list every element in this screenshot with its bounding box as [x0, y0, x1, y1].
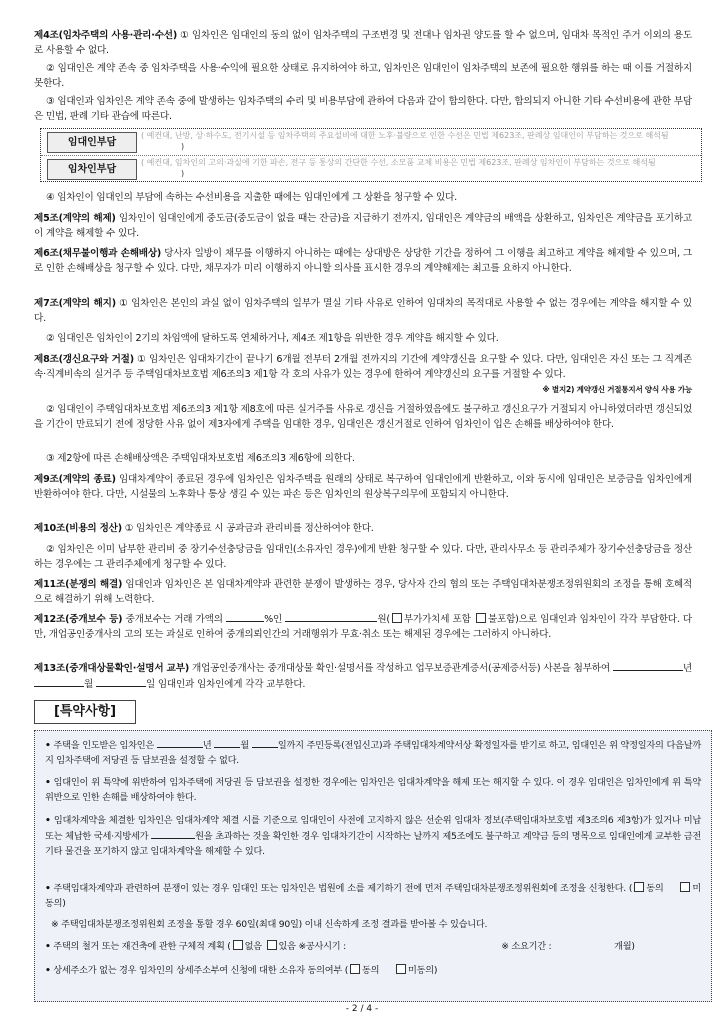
brokerage-rate-blank[interactable]: [226, 611, 264, 622]
tax-threshold-blank[interactable]: [151, 828, 195, 839]
article-7-clause-1: ① 임차인은 본인의 과실 없이 임차주택의 일부가 멸실 기타 사유로 인하여 임대차의 목적대로 사용할 수 없는 경우에는 계약을 해지할 수 있다.: [34, 298, 692, 324]
construction-period-label: ※공사시기 :: [298, 941, 346, 952]
article-13-month: 월: [84, 679, 94, 690]
article-8-clause-1: ① 임차인은 임대차기간이 끝나기 6개월 전부터 2개월 전까지의 기간에 계약갱신을 요구할 수 있다. 다만, 임대인은 자신 또는 그 직계존속·직계비속의 실거주 등 주택임대차보호법 제6조의3 제1항 각 호의 사유가 있는 경우에 한하여 계약갱신의 요구를 거절할 수 있다.: [34, 354, 692, 380]
brokerage-fee-text-2: %인: [264, 614, 283, 625]
article-5-text: 임차인이 임대인에게 중도금(중도금이 없을 때는 잔금)을 지급하기 전까지, 임대인은 계약금의 배액을 상환하고, 임차인은 계약금을 포기하고 이 계약을 해제할 수 있다.: [34, 213, 692, 239]
article-10-heading: 제10조(비용의 정산): [34, 523, 122, 534]
vat-included-checkbox[interactable]: [392, 613, 402, 623]
registration-day-blank[interactable]: [252, 737, 278, 748]
vat-excluded-label: 불포함)으로: [487, 614, 537, 625]
article-6-text: 당사자 일방이 채무를 이행하지 아니하는 때에는 상대방은 상당한 기간을 정하여 그 이행을 최고하고 계약을 해제할 수 있으며, 그로 인한 손해배상을 청구할 수 있다. 다만, 채무자가 미리 이행하지 아니할 의사를 표시한 경우의 계약해제는 최고를 요하지 아니한다.: [34, 248, 693, 274]
article-10-clause-2: ② 임차인은 이미 납부한 관리비 중 장기수선충당금을 임대인(소유자인 경우)에게 반환 청구할 수 있다. 다만, 관리사무소 등 관리주체가 장기수선충당금을 정산하는 경우에는 그 관리주체에게 청구할 수 있다.: [34, 544, 692, 570]
tenant-burden-close-paren: ): [181, 169, 185, 178]
article-13: [34, 660, 692, 692]
special-term-2-text: 임대인이 위 특약에 위반하여 임차주택에 저당권 등 담보권을 설정한 경우에는 임차인은 임대차계약을 해제 또는 해지할 수 있다. 이 경우 임대인은 임차인에게 위 특약 위반으로 인한 손해를 배상하여야 한다.: [45, 777, 701, 803]
article-6: [34, 246, 692, 276]
mediation-agree-checkbox[interactable]: [634, 882, 644, 892]
bullet-icon: •: [45, 965, 51, 976]
bullet-icon: •: [45, 740, 51, 751]
article-8-clause-2: ② 임대인이 주택임대차보호법 제6조의3 제1항 제8호에 따른 실거주를 사유로 갱신을 거절하였음에도 불구하고 갱신요구가 거절되지 아니하였더라면 갱신되었을 기간이 만료되기 전에 정당한 사유 없이 제3자에게 주택을 임대한 경우, 임대인은 갱신거절로 인하여 임차인이 입은 손해를 배상하여야 한다.: [34, 404, 693, 430]
landlord-burden-close-paren: ): [181, 142, 185, 151]
demolition-none-label: 없음: [244, 941, 262, 952]
special-term-1-year: 년: [202, 740, 212, 751]
special-term-6: [45, 963, 701, 978]
duration-label: ※ 소요기간 :: [501, 941, 552, 952]
renewal-refusal-form-note: ※ 별지2) 계약갱신 거절통지서 양식 사용 가능: [542, 385, 692, 394]
landlord-burden-field[interactable]: [141, 130, 697, 152]
delivery-day-blank[interactable]: [96, 676, 146, 687]
demolition-none-checkbox[interactable]: [233, 940, 243, 950]
article-12-heading: 제12조(중개보수 등): [34, 614, 123, 625]
registration-month-blank[interactable]: [214, 737, 240, 748]
article-8: [34, 352, 692, 397]
special-term-3-text-a: 임대차계약을 체결한 임차인은 임대차계약 체결 시를 기준으로 임대인이 사전에 고지하지 않은 선순위 임대차 정보(주택임대차보호법 제3조의6 제3항)가 있거나 미납 또는 체납한 국세·지방세가: [45, 815, 702, 842]
delivery-year-blank[interactable]: [613, 660, 683, 671]
article-4-clause-3: ③ 임대인과 임차인은 계약 존속 중에 발생하는 임차주택의 수리 및 비용부담에 관하여 다음과 같이 합의한다. 다만, 합의되지 아니한 기타 수선비용에 관한 부담은 민법, 판례 기타 관습에 따른다.: [34, 96, 692, 122]
article-4-heading: 제4조(임차주택의 사용·관리·수선): [34, 30, 178, 41]
demolition-yes-label: 있음: [278, 941, 296, 952]
brokerage-fee-text-3: 원(: [377, 614, 390, 625]
landlord-burden-example: ( 예컨대, 난방, 상·하수도, 전기시설 등 임차주택의 주요설비에 대한 노후·불량으로 인한 수선은 민법 제623조, 판례상 임대인이 부담하는 것으로 해석됨: [141, 131, 669, 140]
article-11: [34, 577, 692, 607]
article-11-text: 임대인과 임차인은 본 임대차계약과 관련한 분쟁이 발생하는 경우, 당사자 간의 협의 또는 주택임대차분쟁조정위원회의 조정을 통해 호혜적으로 해결하기 위해 노력한다.: [34, 579, 692, 605]
article-12: [34, 611, 692, 642]
mediation-agree-label: 동의: [646, 883, 664, 894]
special-term-3-text-b: 원을 초과하는 것을 확인한 경우 임대차기간이 시작하는 날까지 제5조에도 불구하고 계약금 등의 명목으로 임대인에게 교부한 금전 기타 물건을 포기하지 않고 임대차계약을 해제할 수 있다.: [45, 831, 701, 857]
special-terms-box: [34, 730, 712, 1002]
special-term-3: [45, 813, 701, 859]
registration-year-blank[interactable]: [157, 737, 203, 748]
special-term-4-text: 주택임대차계약과 관련하여 분쟁이 있는 경우 임대인 또는 임차인은 법원에 소를 제기하기 전에 먼저 주택임대차분쟁조정위원회에 조정을 신청한다. (: [53, 883, 633, 894]
article-4-clause-1: ① 임차인은 임대인의 동의 없이 임차주택의 구조변경 및 전대나 임차권 양도를 할 수 없으며, 임대차 목적인 주거 이외의 용도로 사용할 수 없다.: [34, 30, 692, 56]
article-9-text: 임대차계약이 종료된 경우에 임차인은 임차주택을 원래의 상태로 복구하여 임대인에게 반환하고, 이와 동시에 임대인은 보증금을 임차인에게 반환하여야 한다. 다만, 시설물의 노후화나 통상 생길 수 있는 파손 등은 임차인의 원상복구의무에 포함되지 아니한다.: [34, 474, 692, 500]
brokerage-amount-blank[interactable]: [285, 611, 377, 622]
vat-included-label: 부가가치세 포함: [403, 614, 471, 625]
tenant-burden-example: ( 예컨대, 임차인의 고의·과실에 기한 파손, 전구 등 통상의 간단한 수선, 소모품 교체 비용은 민법 제623조, 판례상 임차인이 부담하는 것으로 해석됨: [141, 158, 656, 167]
tenant-burden-field[interactable]: [141, 157, 697, 179]
article-13-text-4: 일 임대인과 임차인에게 각각 교부한다.: [145, 679, 306, 690]
address-consent-agree-label: 동의: [362, 965, 380, 976]
special-term-1-text-a: 주택을 인도받은 임차인은: [53, 740, 155, 751]
bullet-icon: •: [45, 815, 51, 826]
tenant-burden-row: [41, 155, 701, 182]
address-consent-disagree-label: 미동의): [407, 965, 438, 976]
mediation-disagree-label: 미동의): [45, 883, 702, 909]
article-5-heading: 제5조(계약의 해제): [34, 213, 116, 224]
article-4-clause-4: ④ 임차인이 임대인의 부담에 속하는 수선비용을 지출한 때에는 임대인에게 그 상환을 청구할 수 있다.: [46, 192, 457, 203]
article-11-heading: 제11조(분쟁의 해결): [34, 579, 123, 590]
article-4-para-1: [34, 28, 692, 58]
article-5: [34, 211, 692, 241]
bullet-icon: •: [45, 883, 51, 894]
landlord-burden-row: [41, 129, 701, 155]
bullet-icon: •: [45, 777, 51, 788]
special-term-1: [45, 737, 701, 768]
special-term-1-month: 월: [240, 740, 250, 751]
special-term-1-text-d: 일까지 주민등록(전입신고)과 주택임대차계약서상 확정일자를 받기로 하고, 임대인은 위 약정일자의 다음날까지 임차주택에 저당권 등 담보권을 설정할 수 없다.: [45, 740, 702, 766]
vat-excluded-checkbox[interactable]: [476, 613, 486, 623]
repair-burden-table: [40, 128, 702, 182]
bullet-icon: •: [45, 941, 51, 952]
brokerage-fee-text-6: 임대인과 임차인이 각각 부담한다. 다만, 개업공인중개사의 고의 또는 과실로 인하여 중개의뢰인간의 거래행위가 무효·취소 또는 해제된 경우에는 그러하지 아니하다.: [34, 614, 693, 640]
article-13-text-1: 개업공인중개사는 중개대상물 확인·설명서를 작성하고 업무보증관계증서(공제증서등) 사본을 첨부하여: [192, 663, 610, 674]
special-terms-title: [특약사항]: [34, 700, 136, 724]
page-number: - 2 / 4 -: [345, 1004, 379, 1014]
article-13-heading: 제13조(중개대상물확인·설명서 교부): [34, 663, 190, 674]
address-consent-disagree-checkbox[interactable]: [396, 964, 406, 974]
article-7-heading: 제7조(계약의 해지): [34, 298, 116, 309]
special-term-5-text: 주택의 철거 또는 재건축에 관한 구체적 계획 (: [53, 941, 231, 952]
article-6-heading: 제6조(채무불이행과 손해배상): [34, 248, 162, 259]
article-9-heading: 제9조(계약의 종료): [34, 474, 116, 485]
special-term-4: [45, 881, 701, 911]
special-term-5: [45, 939, 701, 954]
article-10-clause-1: ① 임차인은 계약종료 시 공과금과 관리비를 정산하여야 한다.: [124, 523, 374, 534]
article-7: [34, 296, 692, 326]
duration-unit: 개월): [614, 941, 635, 952]
delivery-month-blank[interactable]: [34, 676, 84, 687]
demolition-yes-checkbox[interactable]: [267, 940, 277, 950]
article-4-clause-2: ② 임대인은 계약 존속 중 임차주택을 사용·수익에 필요한 상태로 유지하여야 하고, 임차인은 임대인이 임차주택의 보존에 필요한 행위를 하는 때 이를 거절하지 못한다.: [34, 63, 692, 89]
article-10: [34, 521, 692, 536]
article-9: [34, 472, 692, 502]
article-13-year: 년: [682, 663, 692, 674]
mediation-note: ※ 주택임대차분쟁조정위원회 조정을 통할 경우 60일(최대 90일) 이내 신속하게 조정 결과를 받아볼 수 있습니다.: [51, 919, 488, 930]
special-term-6-text: 상세주소가 없는 경우 임차인의 상세주소부여 신청에 대한 소유자 동의여부 (: [53, 965, 349, 976]
article-8-clause-3: ③ 제2항에 따른 손해배상액은 주택임대차보호법 제6조의3 제6항에 의한다.: [46, 453, 355, 464]
address-consent-agree-checkbox[interactable]: [350, 964, 360, 974]
landlord-burden-label: 임대인부담: [47, 132, 137, 153]
mediation-disagree-checkbox[interactable]: [680, 882, 690, 892]
special-term-2: [45, 775, 701, 805]
article-7-clause-2: ② 임대인은 임차인이 2기의 차임액에 달하도록 연체하거나, 제4조 제1항을 위반한 경우 계약을 해지할 수 있다.: [46, 333, 499, 344]
article-8-heading: 제8조(갱신요구와 거절): [34, 354, 134, 365]
tenant-burden-label: 임차인부담: [47, 159, 137, 180]
brokerage-fee-text-1: 중개보수는 거래 가액의: [125, 614, 223, 625]
